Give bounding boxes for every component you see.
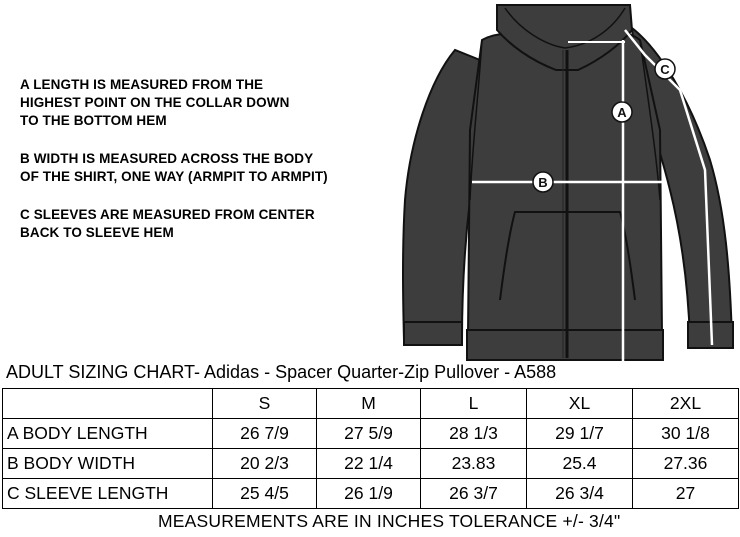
table-cell: 30 1/8 bbox=[633, 419, 739, 449]
left-cuff bbox=[404, 322, 462, 345]
marker-c-label: C bbox=[660, 62, 670, 77]
note-width: B WIDTH IS MEASURED ACROSS THE BODY OF THE SHIRT, ONE WAY (ARMPIT TO ARMPIT) bbox=[20, 151, 328, 184]
table-row bbox=[3, 479, 739, 509]
table-cell: 26 1/9 bbox=[317, 479, 421, 509]
table-cell: 27 5/9 bbox=[317, 419, 421, 449]
table-row bbox=[3, 419, 739, 449]
measurement-notes bbox=[20, 76, 400, 262]
table-cell: 23.83 bbox=[421, 449, 527, 479]
waistband bbox=[467, 330, 663, 360]
sizing-table bbox=[2, 388, 739, 509]
table-cell: 27 bbox=[633, 479, 739, 509]
marker-a-label: A bbox=[617, 105, 627, 120]
table-cell: 26 7/9 bbox=[213, 419, 317, 449]
table-cell: 26 3/7 bbox=[421, 479, 527, 509]
header-size: S bbox=[213, 389, 317, 419]
table-cell: 22 1/4 bbox=[317, 449, 421, 479]
row-label: A BODY LENGTH bbox=[3, 419, 213, 449]
hoodie-diagram bbox=[395, 0, 740, 362]
table-cell: 26 3/4 bbox=[527, 479, 633, 509]
table-cell: 25 4/5 bbox=[213, 479, 317, 509]
table-row bbox=[3, 449, 739, 479]
header-size: XL bbox=[527, 389, 633, 419]
sizing-chart-title: ADULT SIZING CHART- Adidas - Spacer Quarter-Zip Pullover - A588 bbox=[6, 362, 557, 382]
table-cell: 27.36 bbox=[633, 449, 739, 479]
note-sleeve: C SLEEVES ARE MEASURED FROM CENTER BACK TO SLEEVE HEM bbox=[20, 207, 315, 240]
tolerance-footnote: MEASUREMENTS ARE IN INCHES TOLERANCE +/- 3/4" bbox=[158, 511, 621, 531]
marker-b-label: B bbox=[538, 175, 548, 190]
header-size: 2XL bbox=[633, 389, 739, 419]
note-length: A LENGTH IS MEASURED FROM THE HIGHEST POINT ON THE COLLAR DOWN TO THE BOTTOM HEM bbox=[20, 77, 290, 128]
table-header-row bbox=[3, 389, 739, 419]
table-cell: 25.4 bbox=[527, 449, 633, 479]
header-size: M bbox=[317, 389, 421, 419]
header-blank bbox=[3, 389, 213, 419]
table-cell: 29 1/7 bbox=[527, 419, 633, 449]
row-label: C SLEEVE LENGTH bbox=[3, 479, 213, 509]
table-cell: 28 1/3 bbox=[421, 419, 527, 449]
header-size: L bbox=[421, 389, 527, 419]
table-cell: 20 2/3 bbox=[213, 449, 317, 479]
row-label: B BODY WIDTH bbox=[3, 449, 213, 479]
